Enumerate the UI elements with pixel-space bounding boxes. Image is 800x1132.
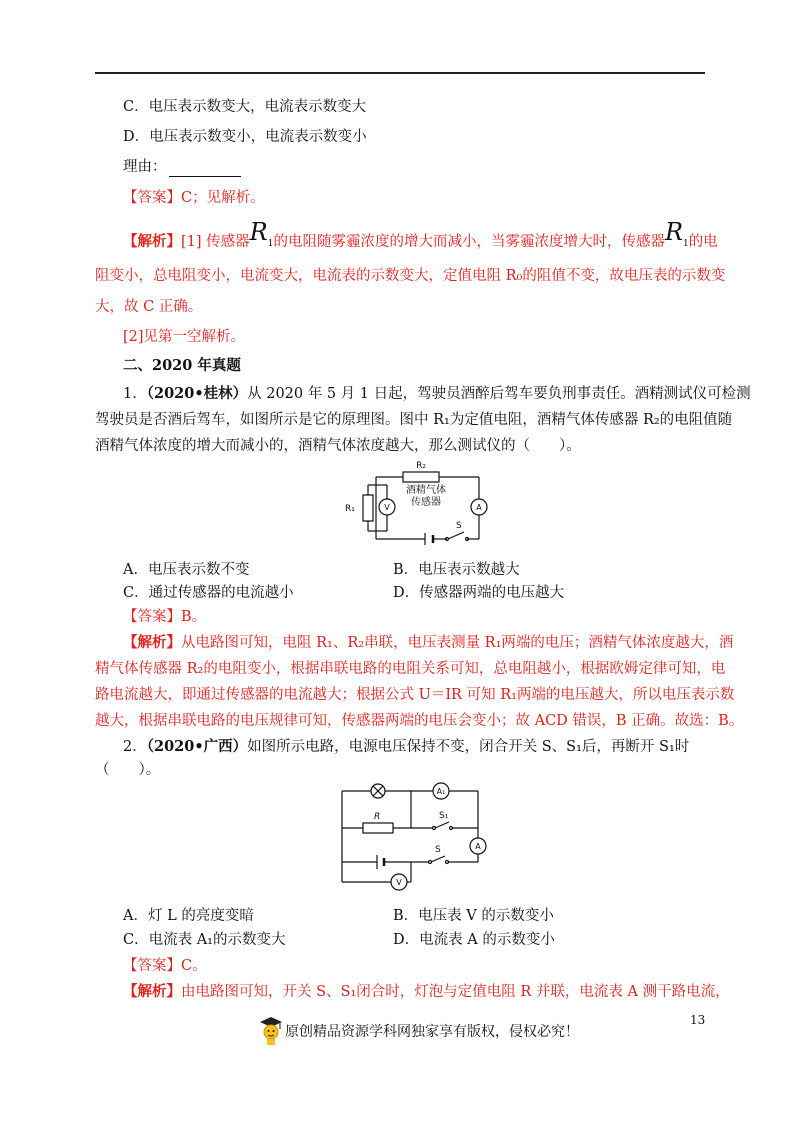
q2-analysis-line-1 bbox=[123, 982, 730, 1002]
q2-option-b: B．电压表 V 的示数变小 bbox=[393, 908, 554, 924]
q2-option-a: A．灯 L 的亮度变暗 bbox=[123, 908, 254, 924]
q1-label-r2: R₂ bbox=[416, 461, 426, 471]
q2-option-c: C．电流表 A₁的示数变大 bbox=[123, 932, 286, 948]
analysis-text: 的电阻随雾霾浓度的增大而减小，当雾霾浓度增大时，传感器 bbox=[273, 234, 665, 250]
option-d: D．电压表示数变小，电流表示数变小 bbox=[123, 129, 367, 145]
q1-option-d: D．传感器两端的电压越大 bbox=[393, 585, 565, 601]
analysis-tag: 【解析】 bbox=[123, 233, 181, 250]
q2-answer: 【答案】C。 bbox=[123, 958, 207, 974]
q2-label-a: A bbox=[475, 842, 481, 851]
q1-line-1 bbox=[123, 384, 751, 404]
q2-analysis-tag: 【解析】 bbox=[123, 983, 181, 1000]
q1-analysis-line-4: 越大，根据串联电路的电压规律可知，传感器两端的电压会变小；故 ACD 错误，B 正确。故选：B。 bbox=[95, 713, 744, 729]
q1-circuit-diagram bbox=[343, 455, 493, 555]
q1-option-b: B．电压表示数越大 bbox=[393, 562, 520, 578]
q1-text: 从 2020 年 5 月 1 日起，驾驶员酒醉后驾车要负刑事责任。酒精测试仪可检测 bbox=[247, 386, 751, 402]
section-title: 二、2020 年真题 bbox=[123, 357, 241, 374]
q1-analysis-text: 从电路图可知，电阻 R₁、R₂串联，电压表测量 R₁两端的电压；酒精气体浓度越大，酒 bbox=[181, 635, 734, 651]
q1-number: 1． bbox=[123, 386, 147, 402]
q2-line-2: （ ）。 bbox=[95, 762, 161, 778]
reason-label: 理由： bbox=[123, 159, 167, 175]
q2-number: 2． bbox=[123, 739, 147, 755]
q2-analysis-text: 由电路图可知，开关 S、S₁闭合时，灯泡与定值电阻 R 并联，电流表 A 测干路电流， bbox=[181, 984, 730, 1000]
q1-label-sensor-1: 酒精气体 bbox=[406, 485, 446, 496]
reason-blank bbox=[169, 162, 241, 177]
analysis-text: 的电 bbox=[688, 234, 718, 250]
q1-label-a: A bbox=[476, 503, 482, 512]
q1-option-a: A．电压表示数不变 bbox=[123, 562, 250, 578]
q2-text: 如图所示电路，电源电压保持不变，闭合开关 S、S₁后，再断开 S₁时 bbox=[247, 739, 690, 755]
q2-label-s: S bbox=[435, 845, 441, 855]
analysis-line-2: 阻变小，总电阻变小，电流变大，电流表的示数变大，定值电阻 R₀的阻值不变，故电压表的示数变 bbox=[95, 268, 726, 284]
q1-label-v: V bbox=[384, 503, 390, 512]
q2-source: （2020•广西） bbox=[146, 738, 248, 755]
scholar-cap-icon bbox=[258, 1014, 284, 1046]
q2-label-a1: A₁ bbox=[436, 787, 446, 796]
r-symbol-letter: R bbox=[664, 218, 684, 246]
answer: 【答案】C；见解析。 bbox=[123, 190, 265, 206]
q1-option-c: C．通过传感器的电流越小 bbox=[123, 585, 294, 601]
option-c: C．电压表示数变大，电流表示数变大 bbox=[123, 99, 367, 115]
copyright-notice: 原创精品资源学科网独家享有版权，侵权必究！ bbox=[285, 1024, 579, 1040]
q2-option-d: D．电流表 A 的示数变小 bbox=[393, 932, 555, 948]
q1-line-3: 酒精气体浓度的增大而减小的，酒精气体浓度越大，那么测试仪的（ ）。 bbox=[95, 438, 581, 454]
r1-symbol bbox=[249, 218, 274, 249]
q1-label-r1: R₁ bbox=[345, 504, 355, 514]
analysis-line-1 bbox=[123, 218, 718, 260]
q1-analysis-line-2: 精气体传感器 R₂的电阻变小，根据串联电路的电阻关系可知，总电阻越小，根据欧姆定律可知，电 bbox=[95, 661, 726, 677]
q2-line-1 bbox=[123, 737, 689, 757]
q2-label-v: V bbox=[396, 878, 402, 887]
q1-answer: 【答案】B。 bbox=[123, 609, 207, 625]
r-symbol-letter: R bbox=[249, 218, 268, 246]
r-symbol-sub: 1 bbox=[683, 238, 689, 249]
r-symbol-sub: 1 bbox=[267, 238, 274, 249]
q2-label-r: R bbox=[374, 812, 381, 822]
q1-analysis-line-1 bbox=[123, 633, 733, 653]
r1-symbol bbox=[664, 218, 689, 249]
reason-line bbox=[123, 157, 241, 177]
q2-circuit-diagram bbox=[333, 774, 493, 899]
analysis-2: [2]见第一空解析。 bbox=[123, 329, 246, 345]
q1-label-sensor-2: 传感器 bbox=[411, 497, 441, 508]
q2-label-s1: S₁ bbox=[439, 811, 449, 821]
q1-analysis-tag: 【解析】 bbox=[123, 634, 181, 651]
analysis-line-3: 大，故 C 正确。 bbox=[95, 299, 203, 315]
analysis-text: [1] 传感器 bbox=[181, 234, 250, 250]
q1-label-s: S bbox=[456, 521, 462, 531]
q1-line-2: 驾驶员是否酒后驾车，如图所示是它的原理图。图中 R₁为定值电阻，酒精气体传感器 R₂的电阻值随 bbox=[95, 412, 733, 428]
q1-analysis-line-3: 路电流越大，即通过传感器的电流越大；根据公式 U＝IR 可知 R₁两端的电压越大，所以电压表示数 bbox=[95, 687, 735, 703]
page-number: 13 bbox=[690, 1013, 706, 1027]
q1-source: （2020•桂林） bbox=[146, 385, 248, 402]
header-rule bbox=[95, 72, 705, 74]
